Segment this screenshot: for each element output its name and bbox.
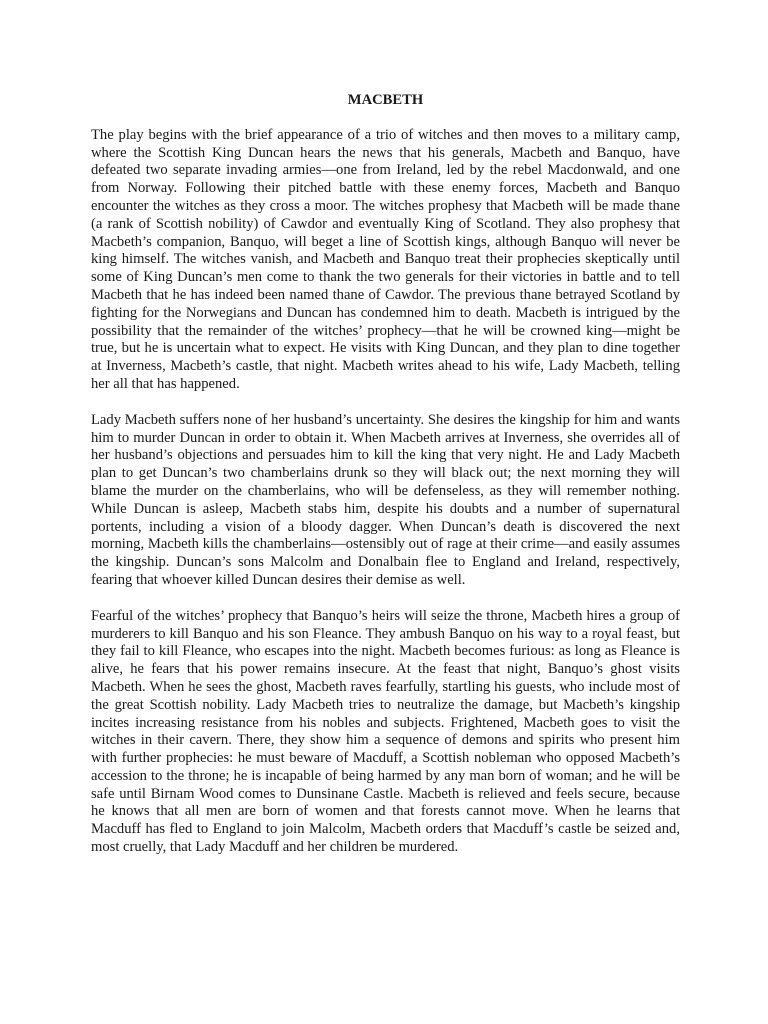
document-page [91,92,680,875]
paragraph-2: Lady Macbeth suffers none of her husband’s uncertainty. She desires the kingship for him and wants him to murder Duncan in order to obtain it. When Macbeth arrives at Inverness, she overrides all of her husband’s objections and persuades him to kill the king that very night. He and Lady Macbeth plan to get Duncan’s two chamberlains drunk so they will black out; the next morning they will blame the murder on the chamberlains, who will be defenseless, as they will remember nothing. While Duncan is asleep, Macbeth stabs him, despite his doubts and a number of supernatural portents, including a vision of a bloody dagger. When Duncan’s death is discovered the next morning, Macbeth kills the chamberlains—ostensibly out of rage at their crime—and easily assumes the kingship. Duncan’s sons Malcolm and Donalbain flee to England and Ireland, respectively, fearing that whoever killed Duncan desires their demise as well. [91,411,680,588]
paragraph-1: The play begins with the brief appearance of a trio of witches and then moves to a military camp, where the Scottish King Duncan hears the news that his generals, Macbeth and Banquo, have defeated two separate invading armies—one from Ireland, led by the rebel Macdonwald, and one from Norway. Following their pitched battle with these enemy forces, Macbeth and Banquo encounter the witches as they cross a moor. The witches prophesy that Macbeth will be made thane (a rank of Scottish nobility) of Cawdor and eventually King of Scotland. They also prophesy that Macbeth’s companion, Banquo, will beget a line of Scottish kings, although Banquo will never be king himself. The witches vanish, and Macbeth and Banquo treat their prophecies skeptically until some of King Duncan’s men come to thank the two generals for their victories in battle and to tell Macbeth that he has indeed been named thane of Cawdor. The previous thane betrayed Scotland by fighting for the Norwegians and Duncan has condemned him to death. Macbeth is intrigued by the possibility that the remainder of the witches’ prophecy—that he will be crowned king—might be true, but he is uncertain what to expect. He visits with King Duncan, and they plan to dine together at Inverness, Macbeth’s castle, that night. Macbeth writes ahead to his wife, Lady Macbeth, telling her all that has happened. [91,126,680,392]
paragraph-3: Fearful of the witches’ prophecy that Banquo’s heirs will seize the throne, Macbeth hires a group of murderers to kill Banquo and his son Fleance. They ambush Banquo on his way to a royal feast, but they fail to kill Fleance, who escapes into the night. Macbeth becomes furious: as long as Fleance is alive, he fears that his power remains insecure. At the feast that night, Banquo’s ghost visits Macbeth. When he sees the ghost, Macbeth raves fearfully, startling his guests, who include most of the great Scottish nobility. Lady Macbeth tries to neutralize the damage, but Macbeth’s kingship incites increasing resistance from his nobles and subjects. Frightened, Macbeth goes to visit the witches in their cavern. There, they show him a sequence of demons and spirits who present him with further prophecies: he must beware of Macduff, a Scottish nobleman who opposed Macbeth’s accession to the throne; he is incapable of being harmed by any man born of woman; and he will be safe until Birnam Wood comes to Dunsinane Castle. Macbeth is relieved and feels secure, because he knows that all men are born of women and that forests cannot move. When he learns that Macduff has fled to England to join Malcolm, Macbeth orders that Macduff’s castle be seized and, most cruelly, that Lady Macduff and her children be murdered. [91,607,680,856]
document-title: MACBETH [347,92,424,108]
